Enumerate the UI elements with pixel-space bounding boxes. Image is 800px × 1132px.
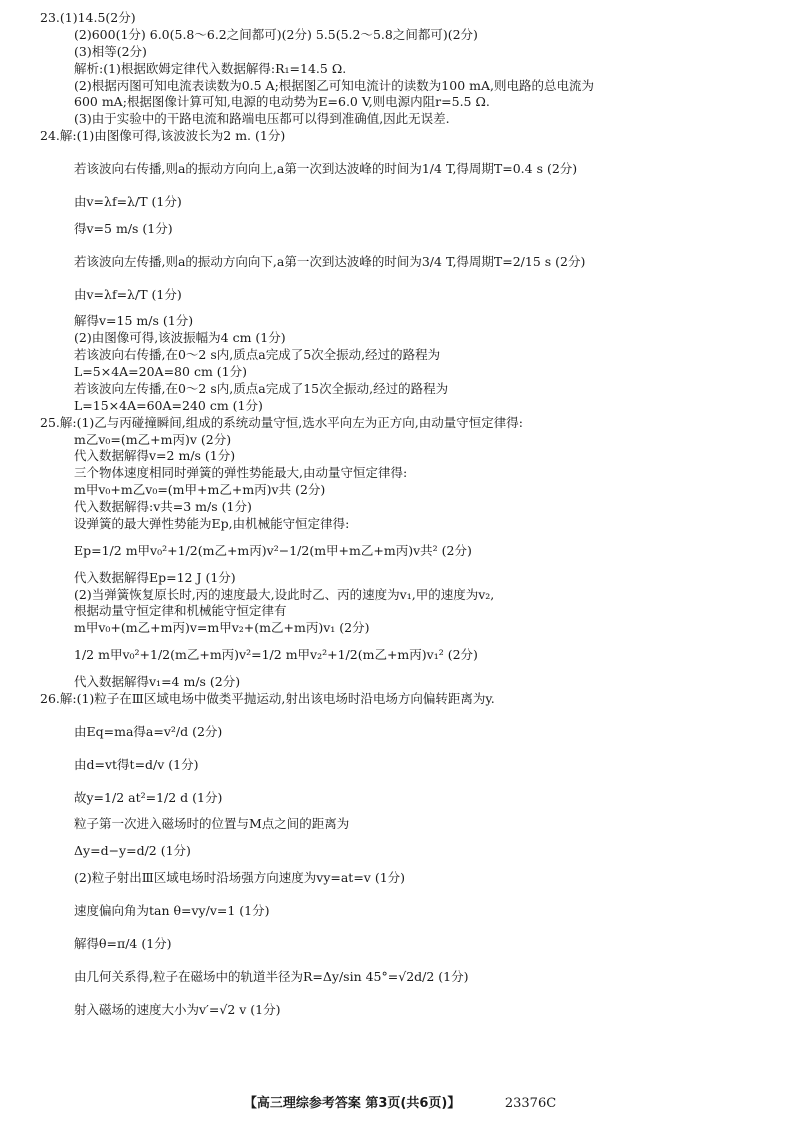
q26-solution-8: 速度偏向角为tan θ=vy/v=1 (1分): [74, 903, 270, 918]
q24-solution-10: L=5×4A=20A=80 cm (1分): [74, 364, 247, 379]
q26-solution-3: 由d=vt得t=d/v (1分): [74, 756, 199, 772]
q26-solution-7: (2)粒子射出Ⅲ区域电场时沿场强方向速度为vy=at=v (1分): [74, 870, 406, 886]
q24-solution-3: 由v=λf=λ/T (1分): [74, 193, 182, 209]
q25-solution-13: 1/2 m甲v₀²+1/2(m乙+m丙)v²=1/2 m甲v₂²+1/2(m乙+m丙)v₁² (2分): [74, 647, 478, 663]
q26-solution-6: Δy=d−y=d/2 (1分): [74, 843, 191, 859]
q23-analysis-2: (2)根据丙图可知电流表读数为0.5 A;根据图乙可知电流计的读数为100 mA,则电路的总电流为: [74, 77, 594, 93]
q24-solution-8: (2)由图像可得,该波振幅为4 cm (1分): [74, 330, 286, 346]
q24-solution-9: 若该波向右传播,在0～2 s内,质点a完成了5次全振动,经过的路程为: [74, 347, 441, 363]
q25-solution-11: 根据动量守恒定律和机械能守恒定律有: [74, 603, 287, 619]
q25-solution-14: 代入数据解得v₁=4 m/s (2分): [74, 674, 241, 689]
q24-solution-5: 若该波向左传播,则a的振动方向向下,a第一次到达波峰的时间为3/4 T,得周期T=2/15 s (2分): [74, 253, 586, 269]
q25-solution-10: (2)当弹簧恢复原长时,丙的速度最大,设此时乙、丙的速度为v₁,甲的速度为v₂,: [74, 586, 495, 602]
q24-solution-2: 若该波向右传播,则a的振动方向向上,a第一次到达波峰的时间为1/4 T,得周期T=0.4 s (2分): [74, 161, 578, 176]
q26-solution-4: 故y=1/2 at²=1/2 d (1分): [74, 789, 223, 805]
q26-solution-9: 解得θ=π/4 (1分): [74, 935, 172, 951]
q23-answer-3: (3)相等(2分): [74, 43, 147, 59]
q25-solution-3: 代入数据解得v=2 m/s (1分): [74, 448, 236, 464]
q25-solution-1: 25.解:(1)乙与丙碰撞瞬间,组成的系统动量守恒,选水平向左为正方向,由动量守恒定律得:: [40, 414, 523, 430]
q23-analysis-4: (3)由于实验中的干路电流和路端电压都可以得到准确值,因此无误差.: [74, 111, 450, 127]
q26-solution-1: 26.解:(1)粒子在Ⅲ区域电场中做类平抛运动,射出该电场时沿电场方向偏转距离为y.: [40, 690, 495, 706]
q25-solution-5: m甲v₀+m乙v₀=(m甲+m乙+m丙)v共 (2分): [74, 482, 326, 498]
q23-answer-1: 23.(1)14.5(2分): [40, 10, 136, 25]
q25-solution-9: 代入数据解得Ep=12 J (1分): [74, 569, 236, 585]
q24-solution-7: 解得v=15 m/s (1分): [74, 313, 194, 329]
q24-solution-12: L=15×4A=60A=240 cm (1分): [74, 397, 263, 413]
q25-solution-4: 三个物体速度相同时弹簧的弹性势能最大,由动量守恒定律得:: [74, 465, 408, 481]
q26-solution-2: 由Eq=ma得a=v²/d (2分): [74, 723, 223, 739]
q23-answer-2: (2)600(1分) 6.0(5.8～6.2之间都可)(2分) 5.5(5.2～5.8之间都可)(2分): [74, 26, 478, 42]
q24-solution-11: 若该波向左传播,在0～2 s内,质点a完成了15次全振动,经过的路程为: [74, 380, 449, 396]
q23-analysis-1: 解析:(1)根据欧姆定律代入数据解得:R₁=14.5 Ω.: [74, 60, 347, 76]
q26-solution-5: 粒子第一次进入磁场时的位置与M点之间的距离为: [74, 816, 350, 832]
q23-analysis-3: 600 mA;根据图像计算可知,电源的电动势为E=6.0 V,则电源内阻r=5.5 Ω.: [74, 94, 490, 110]
q24-solution-4: 得v=5 m/s (1分): [74, 220, 173, 236]
q25-solution-8: Ep=1/2 m甲v₀²+1/2(m乙+m丙)v²−1/2(m甲+m乙+m丙)v共² (2分): [74, 542, 472, 558]
q24-solution-6: 由v=λf=λ/T (1分): [74, 286, 182, 302]
q25-solution-7: 设弹簧的最大弹性势能为Ep,由机械能守恒定律得:: [74, 515, 350, 531]
q26-solution-11: 射入磁场的速度大小为v′=√2 v (1分): [74, 1001, 281, 1017]
q25-solution-12: m甲v₀+(m乙+m丙)v=m甲v₂+(m乙+m丙)v₁ (2分): [74, 620, 370, 636]
q24-solution-1: 24.解:(1)由图像可得,该波波长为2 m. (1分): [40, 128, 286, 144]
footer-title: 【高三理综参考答案 第3页(共6页)】: [243, 1096, 461, 1111]
footer-code: 23376C: [504, 1096, 557, 1111]
q25-solution-6: 代入数据解得:v共=3 m/s (1分): [74, 499, 252, 514]
page-footer: [0, 1092, 800, 1111]
q26-solution-10: 由几何关系得,粒子在磁场中的轨道半径为R=Δy/sin 45°=√2d/2 (1分): [74, 968, 469, 984]
q25-solution-2: m乙v₀=(m乙+m丙)v (2分): [74, 431, 232, 447]
